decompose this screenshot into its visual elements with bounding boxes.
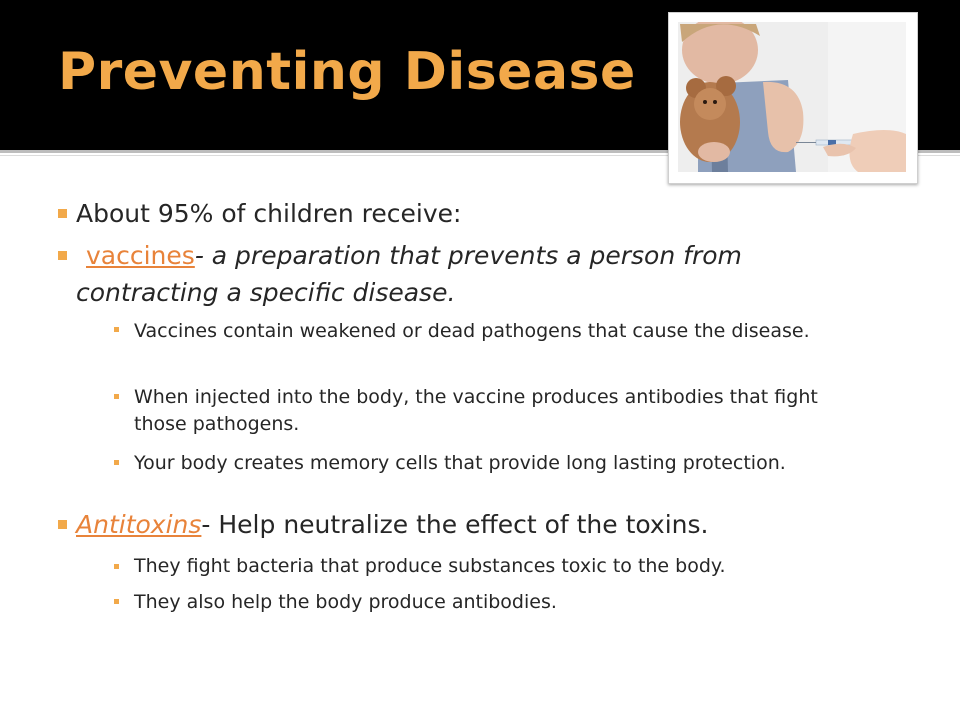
slide-title: Preventing Disease [58, 42, 636, 102]
sub-bullet-text: They fight bacteria that produce substances toxic to the body. [134, 555, 726, 577]
bullet-marker [58, 520, 67, 529]
bullet-text: Antitoxins- Help neutralize the effect of the toxins. [76, 510, 709, 539]
bullet-marker [58, 209, 67, 218]
sub-bullet-marker [114, 564, 119, 569]
sub-bullet-marker [114, 327, 119, 332]
sub-bullet-text: They also help the body produce antibodies. [134, 591, 557, 613]
sub-bullet-marker [114, 460, 119, 465]
bullet-text: About 95% of children receive: [76, 199, 462, 228]
sub-bullet-text: When injected into the body, the vaccine produces antibodies that fight those pathogens. [134, 386, 818, 435]
term-antitoxins[interactable]: Antitoxins [76, 510, 202, 539]
sub-bullet-marker [114, 599, 119, 604]
term-vaccines[interactable]: vaccines [86, 241, 195, 270]
bullet-text: vaccines- a preparation that prevents a person from contracting a specific disease. [76, 241, 742, 307]
sub-bullet-marker [114, 394, 119, 399]
bullet-marker [58, 251, 67, 260]
sub-bullet-text: Vaccines contain weakened or dead pathogens that cause the disease. [134, 320, 810, 342]
sub-bullet-text: Your body creates memory cells that provide long lasting protection. [134, 452, 786, 474]
